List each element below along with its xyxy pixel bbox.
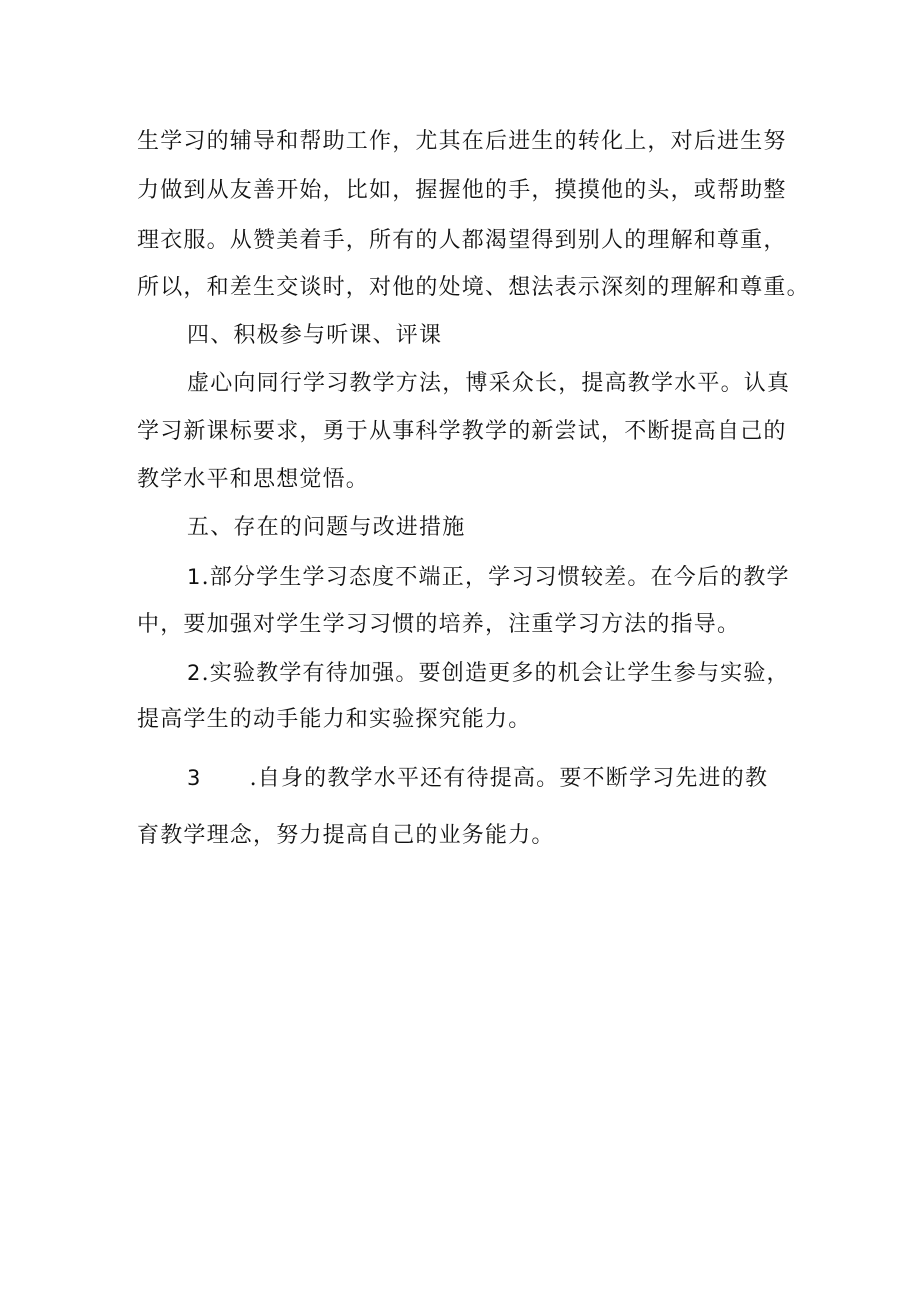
- list-item-number: 1: [187, 565, 202, 589]
- list-item-2-first-line: [187, 658, 790, 689]
- body-text-line: 所以，和差生交谈时，对他的处境、想法表示深刻的理解和尊重。: [137, 275, 810, 300]
- body-text-line: 生学习的辅导和帮助工作，尤其在后进生的转化上，对后进生努: [137, 129, 787, 154]
- list-item-1-first-line: [187, 562, 790, 593]
- body-text-line: 力做到从友善开始，比如，握握他的手，摸摸他的头，或帮助整: [137, 178, 787, 203]
- list-item-number: 3: [187, 766, 202, 790]
- list-item-1-second-line: 中，要加强对学生学习习惯的培养，注重学习方法的指导。: [137, 612, 741, 637]
- list-item-number: 2: [187, 661, 202, 685]
- list-item-3-first-line: [187, 763, 768, 794]
- list-item-2-second-line: 提高学生的动手能力和实验探究能力。: [137, 707, 532, 732]
- list-item-3-second-line: 育教学理念，努力提高自己的业务能力。: [137, 823, 555, 848]
- list-item-text: .实验教学有待加强。要创造更多的机会让学生参与实验，: [201, 661, 790, 686]
- body-text-line: 虚心向同行学习教学方法，博采众长，提高教学水平。认真: [187, 371, 791, 396]
- section-heading-4: 四、积极参与听课、评课: [187, 323, 443, 348]
- body-text-line: 理衣服。从赞美着手，所有的人都渴望得到别人的理解和尊重，: [137, 228, 787, 253]
- section-heading-5: 五、存在的问题与改进措施: [187, 515, 466, 540]
- body-text-line: 学习新课标要求，勇于从事科学教学的新尝试，不断提高自己的: [137, 419, 787, 444]
- list-item-text: .自身的教学水平还有待提高。要不断学习先进的教: [249, 766, 769, 791]
- body-text-line: 教学水平和思想觉悟。: [137, 467, 370, 492]
- list-item-text: .部分学生学习态度不端正，学习习惯较差。在今后的教学: [201, 565, 790, 590]
